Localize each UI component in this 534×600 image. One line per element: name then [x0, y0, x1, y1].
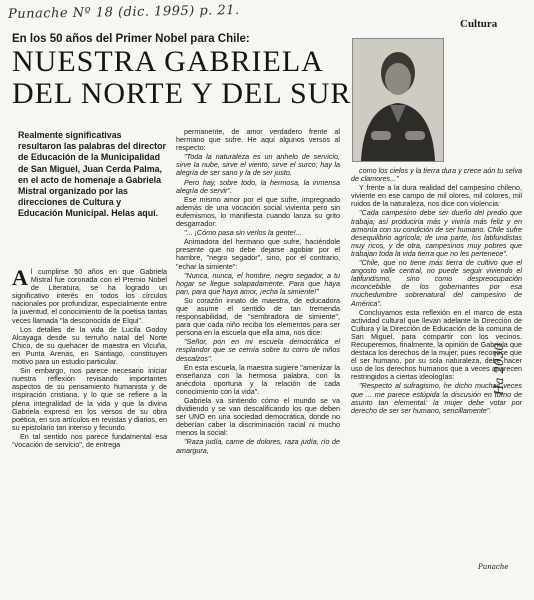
drop-cap: A: [12, 265, 28, 290]
portrait-image: [353, 39, 443, 161]
portrait-photo: [352, 38, 444, 162]
quote-paragraph: "Señor, pon en mi escuela democrática el resplandor que se cernía sobre tu corro de niños descalzos".: [176, 337, 340, 363]
headline-line-2: DEL NORTE Y DEL SUR: [12, 77, 352, 110]
paragraph: permanente, de amor verdadero frente al hermano que sufre. He aquí algunos versos al respecto:: [176, 127, 340, 153]
section-label: Cultura: [460, 18, 498, 30]
paragraph: Animadora del hermano que sufre, haciéndole presente que no debe dejarse agobiar por el hambre, "negro segador", sino, por el contrario, "echar la simiente":: [176, 237, 340, 271]
paragraph: Gabriela va sintiendo cómo el mundo se va dividiendo y se van descalificando los que deben ser UNO en una sociedad democrática, donde no deberían caber la discriminación racial ni mucho menos la social:: [176, 396, 340, 438]
paragraph: Ese mismo amor por el que sufre, impregnado además de una vocación social vivienta pero sin eufemismos, lo manifiesta cuando lanza su grito desgarrador:: [176, 194, 340, 229]
handwritten-side-note: Ha 2030: [492, 343, 506, 395]
publication-signature: Punache: [478, 563, 509, 571]
quote-paragraph: "Respecto al sufragismo, he dicho muchas veces que ... me parece estúpida la discusión en torno de asunto tan elemental: la mujer debe votar por derecho de ser ser humano, sencillamente".: [351, 381, 522, 415]
paragraph: En esta escuela, la maestra sugiere "amenizar la enseñanza con la hermosa palabra, con la anécdota oportuna y la relación de cada conocimiento con la vida".: [176, 362, 340, 396]
headline-line-1: NUESTRA GABRIELA: [12, 45, 324, 78]
handwritten-source-note: Punache Nº 18 (dic. 1995) p. 21.: [7, 2, 240, 23]
article-lead: Realmente significativas resultaron las palabras del director de Educación de la Municipalidad de San Miguel, Juan Cerda Palma, en el acto de homenaje a Gabriela Mistral organizado por las direcciones de Cultura y Educación Municipal. Helas aquí.: [18, 130, 166, 219]
article-headline: [12, 46, 351, 110]
quote-paragraph: "Cada campesino debe ser dueño del predio que trabaja; así produciría más y viviría más feliz y en armonía con su condición de ser humano. Chile sufre desequilibrio agrícola; de una parte, los latifundistas muy ricos, y de otra, campesinos muy pobres que trabajan toda la vida tierra que no les pertenece".: [351, 208, 522, 258]
article-column-2: [176, 128, 340, 456]
paragraph: Su corazón innato de maestra, de educadora que asume el sentido de tan tremenda responsabilidad, de "sembradora de simiente", para que cada niño reciba los elementos para ser persona en la escuela que ella ama, nos dice:: [176, 295, 340, 338]
paragraph: Los detalles de la vida de Lucila Godoy Alcayaga desde su terruño natal del Norte Chico, de su quehacer de maestra en Vicuña, en Punta Arenas, en Santiago, constituyen motivo para un estudio particular.: [12, 324, 167, 367]
quote-paragraph: "... ¡Cómo pasa sin verlos la gente!...: [184, 228, 302, 238]
paragraph: l cumplirse 50 años en que Gabriela Mistral fue coronada con el Premio Nobel de Literatura, se ha logrado un significativo interés en todos los círculos nacionales por profundizar, especialmente entre la juventud, el conocimiento de la poetisa tantas veces llamada "la desconocida de Elqui".: [12, 267, 167, 325]
article-kicker: En los 50 años del Primer Nobel para Chile:: [12, 33, 250, 45]
quote-paragraph: "Toda la naturaleza es un anhelo de servicio, sirve la nube, sirve el viento, sirve el surco; hay la alegría de ser sano y la de ser justo.: [176, 152, 340, 178]
quote-paragraph: como los cielos y la tierra dura y crece aún tu selva de clamores...": [351, 166, 522, 184]
quote-paragraph: "Raza judía, carne de dolores, raza judía, río de amargura,: [176, 437, 340, 455]
quote-paragraph: "Nunca, nunca, el hombre, negro segador, a tu hogar se llegue solapadamente. Para que haya pan, para que haya amor, ¡echa la simiente!": [176, 270, 340, 296]
quote-paragraph: Pero hay, sobre todo, la hermosa, la inmensa alegría de servir".: [176, 177, 340, 195]
article-column-1: [12, 265, 168, 450]
paragraph: En tal sentido nos parece fundamental esa "vocación de servicio", de entrega: [12, 431, 167, 449]
paragraph: Y frente a la dura realidad del campesino chileno, viviente en ese campo de mil olores, mil colores, mil ruidos de la naturaleza, nos dice con violencia:: [351, 183, 522, 209]
paragraph: Concluyamos esta reflexión en el marco de esta actividad cultural que llevan adelante la Dirección de Cultura y la Dirección de Educación de la comuna de San Miguel, para compartir con los vecinos. Recuperemos, finalmente, la opinión de Gabriela que destaca los derechos de la mujer, pues reconoce que el ser humano, por su sola naturaleza, debe hacer uso de los derechos humanos que a veces aparecen restringidos a ciertas ideologías:: [351, 307, 522, 382]
paragraph: Sin embargo, nos parece necesario iniciar nuestra reflexión revisando importantes aspectos de su pensamiento humanista y de inspiración cristiana, y lo que se refiere a la plena integralidad de la vida y que la divina Gabriela expresó en los versos de su obra poética, en sus artículos en revistas y diarios, en su epistolario tan intenso y fecundo.: [12, 366, 168, 432]
quote-paragraph: "Chile, que no tiene más tierra de cultivo que el angosto valle central, no puede seguir viviendo el latifundismo, sino como despreocupación inconcebible de los gobernantes por esa muchedumbre sobrenatural del campesino de América".: [351, 258, 522, 308]
